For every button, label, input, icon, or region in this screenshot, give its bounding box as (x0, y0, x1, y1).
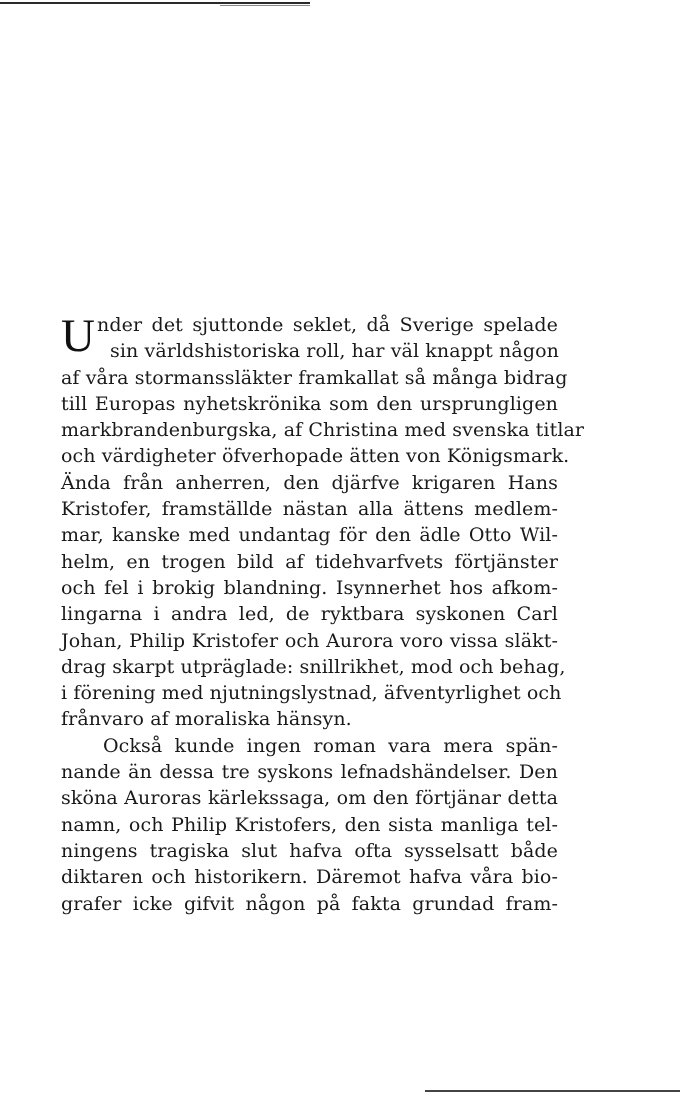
second-paragraph (61, 733, 558, 917)
text-line: grafer icke gifvit någon på fakta grundad fram- (61, 892, 558, 915)
text-line: sin världshistoriska roll, har väl knappt någon (110, 340, 559, 363)
text-line: Också kunde ingen roman vara mera spän- (103, 734, 558, 757)
text-line: diktaren och historikern. Däremot hafva våra bio- (61, 866, 558, 889)
text-line: frånvaro af moraliska hänsyn. (61, 708, 352, 731)
drop-cap: U (61, 310, 95, 362)
top-edge-rule-thin (220, 5, 310, 6)
text-line: lingarna i andra led, de ryktbara syskonen Carl (61, 603, 558, 626)
text-line: nande än dessa tre syskons lefnadshändelser. Den (61, 761, 558, 784)
text-line: sköna Auroras kärlekssaga, om den förtjänar detta (61, 787, 558, 810)
text-line: Ända från anherren, den djärfve krigaren Hans (61, 471, 558, 494)
text-line: mar, kanske med undantag för den ädle Otto Wil- (61, 524, 558, 547)
text-line: ningens tragiska slut hafva ofta sysselsatt både (61, 839, 558, 862)
text-line: drag skarpt utpräglade: snillrikhet, mod och behag, (61, 655, 566, 678)
text-line: af våra stormanssläkter framkallat så många bidrag (61, 366, 568, 389)
text-line: Johan, Philip Kristofer och Aurora voro vissa släkt- (61, 629, 558, 652)
text-line: namn, och Philip Kristofers, den sista manliga tel- (61, 813, 558, 836)
opening-paragraph (61, 310, 585, 733)
text-line: markbrandenburgska, af Christina med svenska titlar (61, 419, 585, 442)
page-text-block (61, 310, 585, 917)
text-line: till Europas nyhetskrönika som den ursprungligen (61, 392, 558, 415)
text-line: nder det sjuttonde seklet, då Sverige spelade (97, 314, 558, 336)
text-line: och värdigheter öfverhopade ätten von Königsmark. (61, 445, 570, 468)
text-line: i förening med njutningslystnad, äfventyrlighet och (61, 682, 562, 705)
top-edge-rule (0, 2, 310, 4)
text-line: helm, en trogen bild af tidehvarfvets förtjänster (61, 550, 558, 573)
bottom-edge-rule (425, 1090, 680, 1092)
text-line: och fel i brokig blandning. Isynnerhet hos afkom- (61, 576, 558, 599)
text-line: Kristofer, framställde nästan alla ättens medlem- (61, 498, 558, 521)
